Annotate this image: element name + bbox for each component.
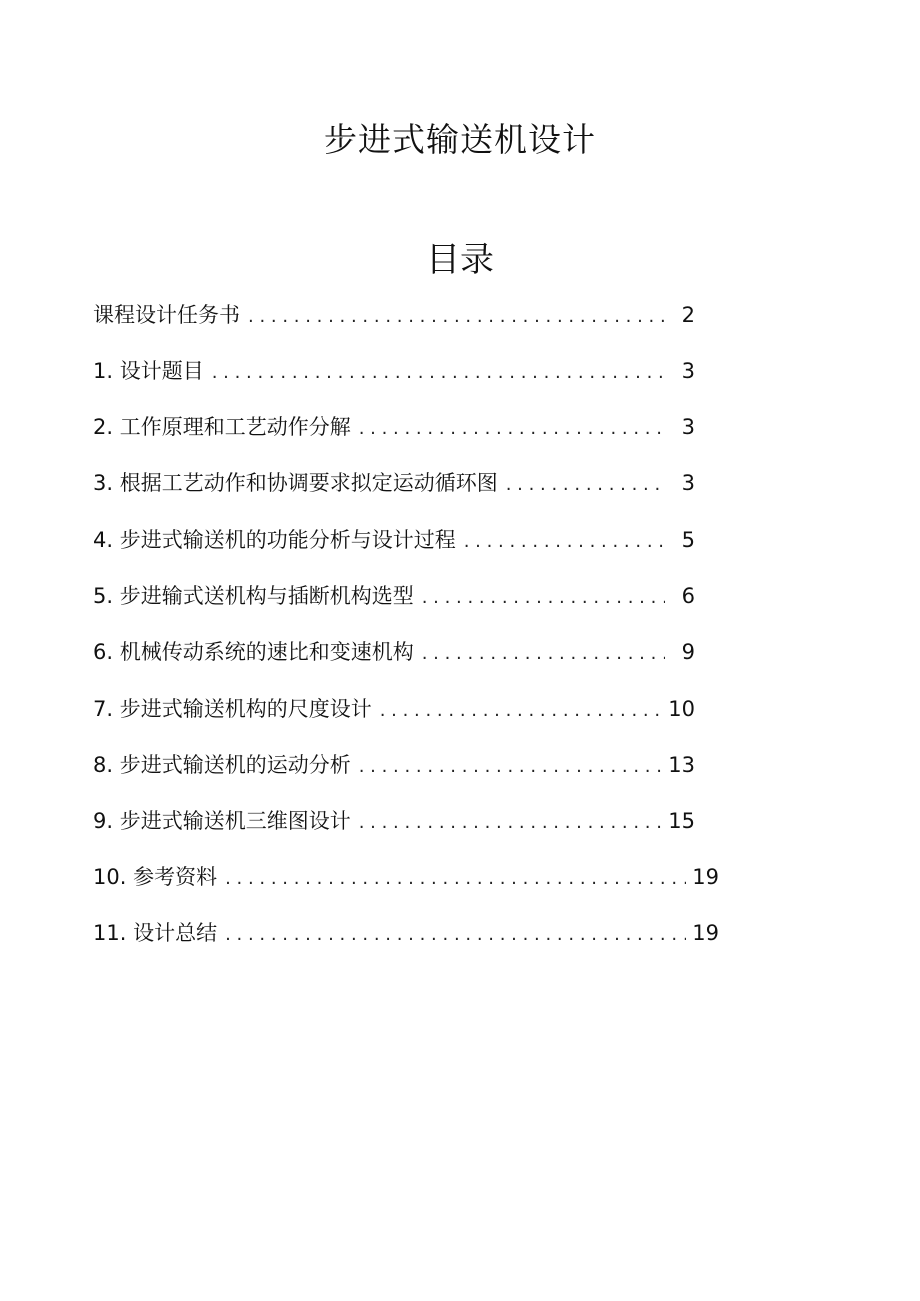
toc-entry-page-number: 6 — [681, 584, 695, 608]
toc-entry-label: 8. 步进式输送机的运动分析 — [93, 753, 351, 777]
toc-entry-label: 3. 根据工艺动作和协调要求拟定运动循环图 — [93, 471, 498, 495]
toc-entry-page-number: 15 — [668, 809, 695, 833]
dot-leader — [248, 302, 665, 332]
document-title: 步进式输送机设计 — [324, 120, 596, 159]
dot-leader — [506, 470, 665, 500]
toc-entry-4[interactable] — [93, 525, 695, 555]
dot-leader — [464, 527, 665, 557]
toc-entry-task-book[interactable] — [93, 300, 695, 330]
toc-entry-label: 2. 工作原理和工艺动作分解 — [93, 415, 351, 439]
toc-entry-page-number: 2 — [681, 303, 695, 327]
toc-entry-label: 7. 步进式输送机构的尺度设计 — [93, 697, 372, 721]
toc-entry-label: 5. 步进输式送机构与插断机构选型 — [93, 584, 414, 608]
dot-leader — [359, 808, 663, 838]
toc-entry-label: 10. 参考资料 — [93, 865, 218, 889]
toc-entry-label: 6. 机械传动系统的速比和变速机构 — [93, 640, 414, 664]
toc-entry-5[interactable] — [93, 581, 695, 611]
toc-entry-page-number: 13 — [668, 753, 695, 777]
toc-entry-page-number: 3 — [681, 415, 695, 439]
toc-entry-label: 11. 设计总结 — [93, 921, 218, 945]
toc-entry-page-number: 3 — [681, 359, 695, 383]
dot-leader — [225, 920, 686, 950]
toc-entry-page-number: 5 — [681, 528, 695, 552]
toc-entry-page-number: 19 — [692, 865, 719, 889]
dot-leader — [225, 864, 686, 894]
toc-entry-2[interactable] — [93, 412, 695, 442]
toc-entry-page-number: 3 — [681, 471, 695, 495]
toc-entry-label: 课程设计任务书 — [93, 303, 240, 327]
toc-entry-page-number: 19 — [692, 921, 719, 945]
dot-leader — [422, 583, 665, 613]
toc-entry-page-number: 10 — [668, 697, 695, 721]
toc-entry-label: 1. 设计题目 — [93, 359, 204, 383]
dot-leader — [359, 414, 665, 444]
dot-leader — [212, 358, 665, 388]
dot-leader — [422, 639, 665, 669]
toc-entry-label: 9. 步进式输送机三维图设计 — [93, 809, 351, 833]
toc-entry-10[interactable] — [93, 862, 719, 892]
toc-entry-1[interactable] — [93, 356, 695, 386]
toc-entry-8[interactable] — [93, 750, 695, 780]
dot-leader — [359, 752, 663, 782]
toc-entry-3[interactable] — [93, 468, 695, 498]
toc-entry-11[interactable] — [93, 918, 719, 948]
toc-entry-page-number: 9 — [681, 640, 695, 664]
dot-leader — [380, 696, 663, 726]
toc-heading: 目录 — [426, 240, 494, 280]
toc-entry-label: 4. 步进式输送机的功能分析与设计过程 — [93, 528, 456, 552]
toc-entry-9[interactable] — [93, 806, 695, 836]
toc-entry-7[interactable] — [93, 694, 695, 724]
toc-entry-6[interactable] — [93, 637, 695, 667]
